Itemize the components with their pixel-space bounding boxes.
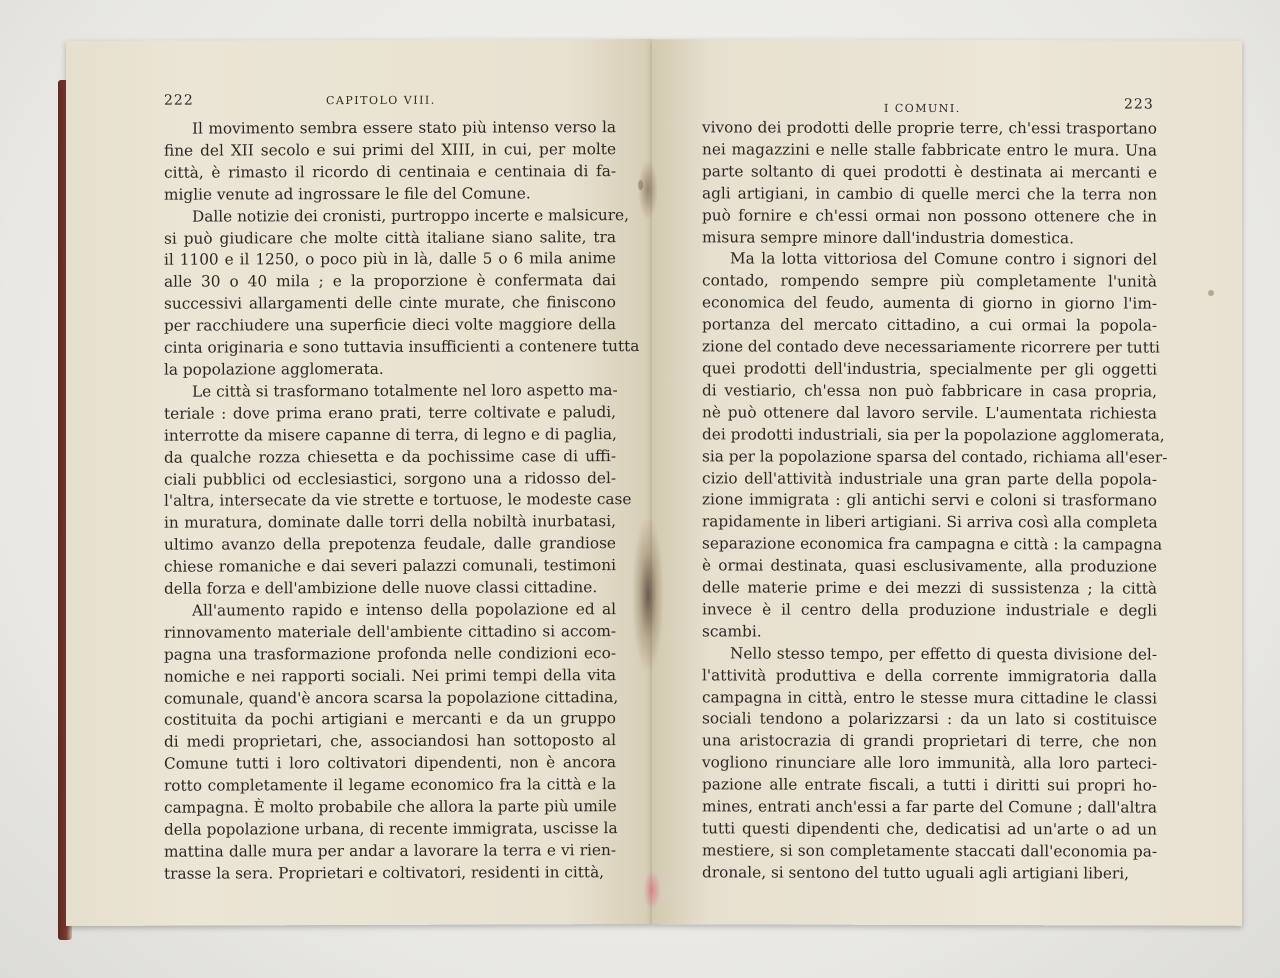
gutter-stain-small: [638, 160, 658, 220]
text-line: l'attività produttiva e della corrente immigratoria dalla: [702, 666, 1157, 686]
text-line: separazione economica fra campagna e città : la campagna: [702, 534, 1163, 554]
pink-mark: [643, 870, 661, 910]
text-line: delle materie prime e dei mezzi di sussistenza ; la città: [702, 578, 1157, 598]
text-line: interrotte da misere capanne di terra, di legno e di paglia,: [164, 424, 617, 445]
text-line: campagna in città, entro le stesse mura cittadine le classi: [702, 687, 1157, 708]
text-line: chiese romaniche e dai severi palazzi comunali, testimoni: [164, 556, 616, 576]
text-line: nei magazzini e nelle stalle fabbricate entro le mura. Una: [702, 140, 1157, 160]
text-line: il 1100 e il 1250, o poco più in là, dalle 5 o 6 mila anime: [164, 249, 616, 270]
dust-spot: [638, 180, 643, 190]
text-line: pagna una trasformazione profonda nelle condizioni eco-: [164, 643, 616, 664]
text-line: campagna. È molto probabile che allora la parte più umile: [164, 797, 617, 817]
text-line: zione del contado deve necessariamente ricorrere per tutti: [702, 337, 1160, 357]
text-line: sia per la popolazione sparsa del contado, richiama all'eser-: [702, 446, 1168, 467]
text-line: zione immigrata : gli antichi servi e coloni si trasformano: [702, 490, 1157, 510]
text-line: rinnovamento materiale dell'ambiente cittadino si accom-: [164, 621, 616, 642]
dust-spot: [1208, 290, 1214, 296]
text-line: dronale, si sentono del tutto uguali agli artigiani liberi,: [702, 863, 1129, 883]
text-line: misura sempre minore dall'industria domestica.: [702, 227, 1074, 247]
left-running-head: CAPITOLO VIII.: [326, 93, 436, 108]
text-line: fine del XII secolo e sui primi del XIII, in cui, per molte: [164, 140, 616, 160]
text-line: alle 30 o 40 mila ; e la proporzione è confermata dai: [164, 271, 616, 292]
text-line: vivono dei prodotti delle proprie terre, ch'essi trasportano: [702, 118, 1157, 138]
text-line: trasse la sera. Proprietari e coltivatori, residenti in città,: [164, 862, 605, 883]
text-line: vogliono rinunciare alle loro immunità, alla loro parteci-: [702, 753, 1157, 773]
left-page-number: 222: [164, 92, 194, 109]
text-line: della forza e dell'ambizione delle nuove classi cittadine.: [164, 578, 598, 598]
text-line: pazione alle entrate fiscali, a tutti i diritti sui propri ho-: [702, 775, 1157, 795]
text-line: dei prodotti industriali, sia per la popolazione agglomerata,: [702, 425, 1165, 445]
text-line: quei prodotti dell'industria, specialmente per gli oggetti: [702, 359, 1157, 379]
text-line: scambi.: [702, 622, 762, 641]
text-line: agli artigiani, in cambio di quelle merci che la terra non: [702, 184, 1157, 204]
text-line: rapidamente in liberi artigiani. Si arriva così alla completa: [702, 512, 1158, 532]
text-line: Il movimento sembra essere stato più intenso verso la: [192, 118, 616, 138]
text-line: mestiere, si son completamente staccati dall'economia pa-: [702, 841, 1157, 861]
text-line: può fornire e ch'essi ormai non possono ottenere che in: [702, 205, 1157, 226]
text-line: cizio dell'attività industriale una gran parte della popola-: [702, 468, 1157, 489]
open-book: [58, 40, 1250, 930]
text-line: la popolazione agglomerata.: [164, 359, 384, 379]
text-line: rotto completamente il legame economico fra la città e la: [164, 775, 616, 795]
left-page: [66, 39, 652, 926]
left-page-text: [164, 117, 640, 885]
text-line: della popolazione urbana, di recente immigrata, uscisse la: [164, 819, 618, 839]
left-page-header: [66, 91, 652, 113]
text-line: per racchiudere una superficie dieci volte maggiore della: [164, 315, 616, 335]
right-page-text: [702, 117, 1168, 885]
text-line: All'aumento rapido e intenso della popolazione ed al: [192, 600, 616, 620]
text-line: cinta originaria e sono tuttavia insufficienti a contenere tutta: [164, 337, 640, 357]
text-line: miglie venute ad ingrossare le file del Comune.: [164, 184, 531, 204]
text-line: mines, entrati anch'essi a far parte del Comune ; dall'altra: [702, 797, 1157, 817]
text-line: in muratura, dominate dalle torri della nobiltà inurbatasi,: [164, 512, 616, 532]
text-line: nomiche e nei rapporti sociali. Nei primi tempi della vita: [164, 665, 616, 686]
right-page-number: 223: [1124, 96, 1154, 113]
text-line: teriale : dove prima erano prati, terre coltivate e paludi,: [164, 402, 616, 423]
text-line: Le città si trasformano totalmente nel loro aspetto ma-: [192, 380, 618, 401]
right-page: [652, 39, 1242, 926]
text-line: città, è rimasto il ricordo di centinaia e centinaia di fa-: [164, 161, 616, 182]
right-running-head: I COMUNI.: [884, 101, 961, 116]
text-line: di medi proprietari, che, associandosi han sottoposto al: [164, 731, 616, 752]
text-line: ultimo avanzo della prepotenza feudale, dalle grandiose: [164, 534, 616, 554]
text-line: Ma la lotta vittoriosa del Comune contro i signori del: [730, 249, 1157, 269]
text-line: l'altra, intersecate da vie strette e tortuose, le modeste case: [164, 490, 632, 511]
text-line: mattina dalle mura per andar a lavorare la terra e vi rien-: [164, 841, 616, 861]
text-line: portanza del mercato cittadino, a cui ormai la popola-: [702, 315, 1157, 335]
text-line: economica del feudo, aumenta di giorno in giorno l'im-: [702, 293, 1157, 313]
text-line: comunale, quand'è ancora scarsa la popolazione cittadina,: [164, 687, 619, 708]
text-line: successivi allargamenti delle cinte murate, che finiscono: [164, 293, 616, 313]
text-line: nè può ottenere dal lavoro servile. L'aumentata richiesta: [702, 403, 1157, 423]
text-line: sociali tendono a polarizzarsi : da un lato si costituisce: [702, 709, 1157, 730]
text-line: si può giudicare che molte città italiane siano salite, tra: [164, 227, 616, 248]
text-line: è ormai destinata, quasi esclusivamente, alla produzione: [702, 556, 1157, 576]
text-line: Nello stesso tempo, per effetto di questa divisione del-: [730, 644, 1157, 664]
text-line: Dalle notizie dei cronisti, purtroppo incerte e malsicure,: [192, 205, 629, 226]
text-line: contado, rompendo sempre più completamente l'unità: [702, 271, 1157, 291]
text-line: tutti questi dipendenti che, dedicatisi ad un'arte o ad un: [702, 819, 1157, 839]
text-line: di vestiario, ch'essa non può fabbricare in casa propria,: [702, 381, 1157, 401]
text-line: Comune tutti i loro coltivatori dipendenti, non è ancora: [164, 753, 616, 773]
text-line: costituita da pochi artigiani e mercanti e da un gruppo: [164, 709, 616, 730]
text-line: una aristocrazia di grandi proprietari di terre, che non: [702, 731, 1157, 751]
text-line: invece è il centro della produzione industriale e degli: [702, 600, 1157, 620]
text-line: da qualche rozza chiesetta e da pochissime case di uffi-: [164, 446, 616, 467]
right-page-header: [652, 91, 1242, 116]
text-line: parte soltanto di quei prodotti è destinata ai mercanti e: [702, 162, 1157, 182]
text-line: ciali pubblici od ecclesiastici, sorgono una a ridosso del-: [164, 468, 616, 489]
